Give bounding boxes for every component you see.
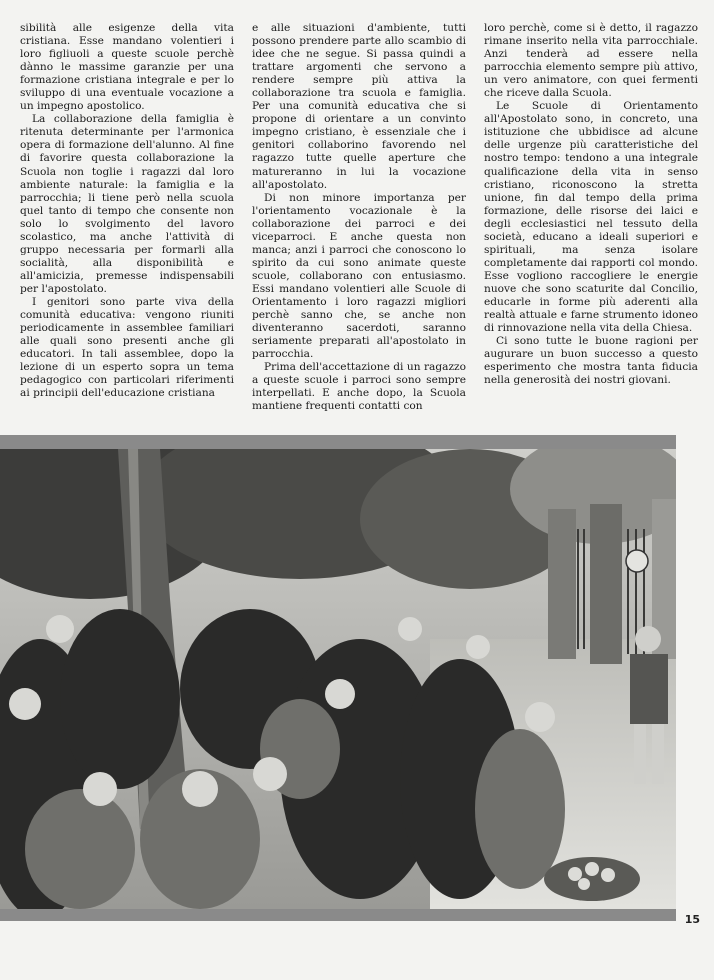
article-column-1 (20, 22, 234, 413)
paragraph: loro perchè, come si è detto, il ragazzo rimane inserito nella vita parrocchiale. Anzi tenderà ad essere nella parrocchia elemento sempre più attivo, un vero animatore, con quei fermenti che riceve dalla Scuola. (484, 22, 698, 100)
paragraph: Ci sono tutte le buone ragioni per augurare un buon successo a questo esperimento che mostra tanta fiducia nella generosità dei nostri giovani. (484, 335, 698, 387)
photo-top-band (0, 435, 676, 449)
article-body (20, 22, 698, 413)
paragraph: Di non minore importanza per l'orientamento vocazionale è la collaborazione dei parroci e dei viceparroci. E anche questa non manca; anzi i parroci che conoscono lo spirito da cui sono animate queste scuole, collaborano con entusiasmo. Essi mandano volentieri alle Scuole di Orientamento i loro ragazzi migliori perchè sanno che, se anche non diventeranno sacerdoti, saranno seriamente preparati all'apostolato in parrocchia. (252, 191, 466, 361)
paragraph: La collaborazione della famiglia è ritenuta determinante per l'armonica opera di formazione dell'alunno. Al fine di favorire questa collaborazione la Scuola non toglie i ragazzi dal loro ambiente naturale: la famiglia e la parrocchia; li tiene però nella scuola quel tanto di tempo che consente non solo lo svolgimento del lavoro scolastico, ma anche l'attività di gruppo necessaria per formarli alla socialità, alla disponibilità e all'amicizia, premesse indispensabili per l'apostolato. (20, 113, 234, 295)
photo-bottom-band (0, 909, 676, 921)
article-column-2 (252, 22, 466, 413)
page-number: 15 (684, 913, 700, 926)
photograph-boys-in-schoolyard (0, 449, 676, 909)
paragraph: sibilità alle esigenze della vita cristiana. Esse mandano volentieri i loro figliuoli a queste scuole perchè dànno le massime garanzie per una formazione cristiana integrale e per lo sviluppo di una eventuale vocazione a un impegno apostolico. (20, 22, 234, 113)
paragraph: Le Scuole di Orientamento all'Apostolato sono, in concreto, una istituzione che ubbidisce ad alcune delle urgenze più caratteristiche del nostro tempo: tendono a una integrale qualificazione della vita in senso cristiano, riconoscono la stretta unione, fin dal tempo della prima formazione, delle risorse dei laici e degli ecclesiastici nel tessuto della società, educano a ideali superiori e spirituali, ma senza isolare completamente dai rapporti col mondo. Esse vogliono raccogliere le energie nuove che sono scaturite dal Concilio, educarle in forme più aderenti alla realtà attuale e farne strumento idoneo di rinnovazione nella vita della Chiesa. (484, 100, 698, 335)
paragraph: Prima dell'accettazione di un ragazzo a queste scuole i parroci sono sempre interpellati. E anche dopo, la Scuola mantiene frequenti contatti con (252, 361, 466, 413)
paragraph: I genitori sono parte viva della comunità educativa: vengono riuniti periodicamente in assemblee familiari alle quali sono presenti anche gli educatori. In tali assemblee, dopo la lezione di un esperto sopra un tema pedagogico con particolari riferimenti ai principii dell'educazione cristiana (20, 295, 234, 400)
photo-illustration (0, 449, 676, 909)
article-column-3 (484, 22, 698, 413)
paragraph: e alle situazioni d'ambiente, tutti possono prendere parte allo scambio di idee che ne segue. Si passa quindi a trattare argomenti che servono a rendere sempre più attiva la collaborazione tra scuola e famiglia. Per una comunità educativa che si propone di orientare a un convinto impegno cristiano, è essenziale che i genitori collaborino favorendo nel ragazzo tutte quelle aperture che matureranno in lui la vocazione all'apostolato. (252, 22, 466, 191)
